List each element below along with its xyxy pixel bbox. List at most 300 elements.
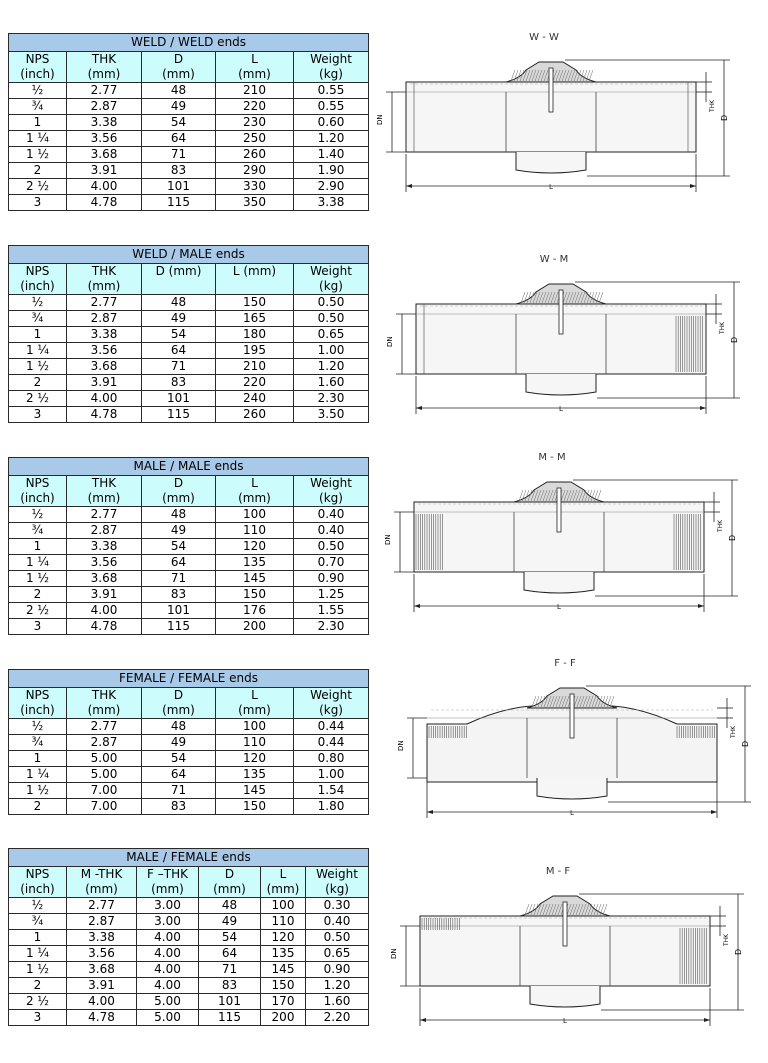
table-row — [9, 523, 369, 539]
fitting-drawing — [388, 866, 748, 1036]
table-cell: 1 — [9, 327, 67, 343]
l-label: L — [559, 405, 563, 413]
table-cell: 145 — [216, 571, 294, 587]
column-header: Weight (kg) — [294, 688, 369, 719]
table-row — [9, 946, 369, 962]
table-row — [9, 978, 369, 994]
table-cell: 1.20 — [294, 359, 369, 375]
table-cell: 3.91 — [67, 587, 142, 603]
table-title: FEMALE / FEMALE ends — [9, 670, 369, 688]
table-cell: 3.00 — [137, 914, 199, 930]
table-cell: 0.40 — [294, 523, 369, 539]
figure-ff — [395, 658, 755, 828]
table-cell: 1.80 — [294, 799, 369, 815]
table-cell: 0.30 — [306, 898, 369, 914]
table-cell: 135 — [216, 555, 294, 571]
table-row — [9, 295, 369, 311]
table-cell: 210 — [216, 83, 294, 99]
table-cell: 3.68 — [67, 571, 142, 587]
column-header: Weight (kg) — [306, 867, 369, 898]
column-header: F –THK (mm) — [137, 867, 199, 898]
figure-label: F - F — [554, 658, 576, 669]
table-row — [9, 115, 369, 131]
weld-weld-table — [8, 33, 369, 211]
column-header: L (mm) — [216, 52, 294, 83]
table-row — [9, 587, 369, 603]
table-cell: 64 — [142, 767, 216, 783]
table-cell: 3.68 — [67, 147, 142, 163]
table-cell: 3.91 — [67, 163, 142, 179]
figure-mf — [388, 866, 748, 1036]
table-cell: 120 — [261, 930, 306, 946]
table-title: WELD / MALE ends — [9, 246, 369, 264]
table-cell: 4.00 — [137, 946, 199, 962]
table-row — [9, 375, 369, 391]
table-cell: 350 — [216, 195, 294, 211]
column-header: Weight (kg) — [294, 264, 369, 295]
table-cell: ¾ — [9, 914, 67, 930]
table-cell: 101 — [142, 391, 216, 407]
table-cell: 3 — [9, 1010, 67, 1026]
table-cell: 101 — [142, 179, 216, 195]
table-cell: 200 — [216, 619, 294, 635]
table-cell: 3.00 — [137, 898, 199, 914]
table-title: MALE / FEMALE ends — [9, 849, 369, 867]
table-row — [9, 767, 369, 783]
table-cell: 4.00 — [137, 962, 199, 978]
table-cell: 3.91 — [67, 375, 142, 391]
table-cell: 54 — [142, 539, 216, 555]
table-cell: 100 — [261, 898, 306, 914]
table-cell: ½ — [9, 295, 67, 311]
column-header: L (mm) — [216, 688, 294, 719]
table-cell: 49 — [199, 914, 261, 930]
table-cell: 100 — [216, 719, 294, 735]
table-row — [9, 407, 369, 423]
valve-bulge — [537, 778, 607, 799]
fitting-drawing — [384, 254, 744, 424]
column-header: D (mm) — [142, 476, 216, 507]
table-cell: ½ — [9, 507, 67, 523]
table-cell: 100 — [216, 507, 294, 523]
l-label: L — [563, 1017, 567, 1025]
table-cell: 220 — [216, 99, 294, 115]
table-cell: 0.60 — [294, 115, 369, 131]
table-cell: 3.38 — [294, 195, 369, 211]
table-cell: ¾ — [9, 99, 67, 115]
table-cell: 83 — [142, 375, 216, 391]
dn-label: DN — [384, 534, 392, 545]
table-cell: 0.40 — [294, 507, 369, 523]
table-cell: 48 — [142, 719, 216, 735]
table-cell: 150 — [261, 978, 306, 994]
column-header: L (mm) — [261, 867, 306, 898]
table-cell: 54 — [142, 751, 216, 767]
table-cell: 3.38 — [67, 327, 142, 343]
table-cell: 49 — [142, 99, 216, 115]
table-cell: 101 — [199, 994, 261, 1010]
table-cell: 4.00 — [67, 391, 142, 407]
table-cell: 54 — [142, 327, 216, 343]
table-cell: 5.00 — [67, 751, 142, 767]
table-cell: 48 — [142, 83, 216, 99]
table-cell: 4.00 — [67, 179, 142, 195]
table-cell: 0.50 — [306, 930, 369, 946]
table-cell: 4.00 — [137, 978, 199, 994]
thk-label: THK — [730, 725, 737, 738]
table-cell: 0.70 — [294, 555, 369, 571]
table-row — [9, 311, 369, 327]
table-cell: 1 ¼ — [9, 131, 67, 147]
column-header: M -THK (mm) — [67, 867, 137, 898]
table-cell: 49 — [142, 523, 216, 539]
table-cell: 3.56 — [67, 555, 142, 571]
table-cell: 1.20 — [294, 131, 369, 147]
d-label: D — [734, 948, 743, 955]
table-cell: 4.00 — [67, 603, 142, 619]
fitting-drawing — [382, 452, 742, 622]
table-row — [9, 603, 369, 619]
stem — [557, 488, 561, 532]
table-cell: 2 — [9, 978, 67, 994]
figure-label: M - M — [538, 452, 566, 463]
l-label: L — [549, 183, 553, 191]
table-cell: 1.40 — [294, 147, 369, 163]
column-header: L (mm) — [216, 264, 294, 295]
table-cell: 0.65 — [306, 946, 369, 962]
table-cell: 2 ½ — [9, 391, 67, 407]
table-cell: 4.78 — [67, 619, 142, 635]
table-cell: 3.38 — [67, 539, 142, 555]
table-row — [9, 751, 369, 767]
figure-ww — [374, 32, 734, 202]
l-label: L — [570, 809, 574, 817]
table-row — [9, 507, 369, 523]
table-row — [9, 147, 369, 163]
table-cell: 2 — [9, 799, 67, 815]
column-header: NPS (inch) — [9, 476, 67, 507]
table-cell: 4.78 — [67, 195, 142, 211]
table-cell: 0.55 — [294, 83, 369, 99]
table-row — [9, 799, 369, 815]
table-cell: 2.87 — [67, 914, 137, 930]
table-cell: 0.50 — [294, 539, 369, 555]
table-row — [9, 131, 369, 147]
table-cell: 83 — [199, 978, 261, 994]
table-cell: 260 — [216, 147, 294, 163]
table-cell: 2.30 — [294, 619, 369, 635]
table-cell: 330 — [216, 179, 294, 195]
table-cell: 48 — [142, 507, 216, 523]
table-cell: 2.30 — [294, 391, 369, 407]
table-cell: 0.44 — [294, 719, 369, 735]
table-cell: 1.25 — [294, 587, 369, 603]
table-cell: 4.00 — [137, 930, 199, 946]
table-cell: 1 — [9, 751, 67, 767]
table-cell: 3.38 — [67, 115, 142, 131]
table-cell: 3.50 — [294, 407, 369, 423]
dn-label: DN — [376, 114, 384, 125]
l-label: L — [557, 603, 561, 611]
figure-wm — [384, 254, 744, 424]
table-cell: 115 — [142, 619, 216, 635]
table-cell: 250 — [216, 131, 294, 147]
table-cell: 71 — [199, 962, 261, 978]
table-cell: 2.77 — [67, 898, 137, 914]
table-cell: 1.60 — [306, 994, 369, 1010]
thk-label: THK — [709, 99, 716, 112]
table-cell: 2.87 — [67, 523, 142, 539]
d-label: D — [720, 114, 729, 121]
table-cell: 64 — [142, 131, 216, 147]
table-row — [9, 327, 369, 343]
table-cell: 2.77 — [67, 295, 142, 311]
table-cell: 145 — [216, 783, 294, 799]
table-cell: 2.87 — [67, 311, 142, 327]
table-cell: 0.40 — [306, 914, 369, 930]
table-row — [9, 719, 369, 735]
column-header: D (mm) — [142, 264, 216, 295]
column-header: Weight (kg) — [294, 476, 369, 507]
d-label: D — [730, 336, 739, 343]
table-cell: 1 — [9, 930, 67, 946]
column-header: THK (mm) — [67, 52, 142, 83]
table-cell: 3.68 — [67, 962, 137, 978]
table-cell: 1 ¼ — [9, 343, 67, 359]
table-title: WELD / WELD ends — [9, 34, 369, 52]
table-cell: 3.38 — [67, 930, 137, 946]
stem — [563, 902, 567, 946]
table-cell: 2 — [9, 375, 67, 391]
column-header: L (mm) — [216, 476, 294, 507]
table-cell: 5.00 — [137, 994, 199, 1010]
table-cell: 4.78 — [67, 407, 142, 423]
table-cell: ½ — [9, 719, 67, 735]
table-cell: 5.00 — [67, 767, 142, 783]
stem — [549, 68, 553, 112]
table-cell: 2.90 — [294, 179, 369, 195]
table-cell: 1.90 — [294, 163, 369, 179]
table-cell: 120 — [216, 751, 294, 767]
table-cell: 0.90 — [306, 962, 369, 978]
table-cell: 48 — [199, 898, 261, 914]
table-cell: 1 ½ — [9, 147, 67, 163]
table-cell: 115 — [142, 407, 216, 423]
figure-label: M - F — [545, 866, 571, 877]
figure-label: W - W — [529, 32, 559, 43]
column-header: THK (mm) — [67, 476, 142, 507]
table-cell: 2.87 — [67, 99, 142, 115]
thk-label: THK — [717, 519, 724, 532]
table-title: MALE / MALE ends — [9, 458, 369, 476]
table-cell: 4.78 — [67, 1010, 137, 1026]
table-cell: 64 — [142, 343, 216, 359]
table-row — [9, 99, 369, 115]
table-cell: 0.50 — [294, 311, 369, 327]
column-header: THK (mm) — [67, 264, 142, 295]
table-row — [9, 962, 369, 978]
table-cell: 3 — [9, 195, 67, 211]
table-cell: 1.60 — [294, 375, 369, 391]
column-header: NPS (inch) — [9, 867, 67, 898]
table-cell: 71 — [142, 783, 216, 799]
table-cell: ¾ — [9, 523, 67, 539]
table-cell: 2.77 — [67, 507, 142, 523]
table-cell: 1.55 — [294, 603, 369, 619]
table-cell: 1 ½ — [9, 783, 67, 799]
table-cell: 150 — [216, 295, 294, 311]
male-female-table — [8, 848, 369, 1026]
table-cell: 0.55 — [294, 99, 369, 115]
valve-bulge — [524, 572, 594, 593]
table-row — [9, 1010, 369, 1026]
table-cell: 1 — [9, 539, 67, 555]
table-cell: ½ — [9, 898, 67, 914]
table-cell: 101 — [142, 603, 216, 619]
table-cell: 83 — [142, 163, 216, 179]
table-cell: 1.54 — [294, 783, 369, 799]
table-cell: 48 — [142, 295, 216, 311]
table-cell: 145 — [261, 962, 306, 978]
table-cell: 2 — [9, 587, 67, 603]
table-cell: 220 — [216, 375, 294, 391]
table-cell: 3.91 — [67, 978, 137, 994]
figure-mm — [382, 452, 742, 622]
table-cell: 1.20 — [306, 978, 369, 994]
table-cell: 1 ¼ — [9, 946, 67, 962]
table-cell: 3.68 — [67, 359, 142, 375]
table-row — [9, 195, 369, 211]
table-cell: ½ — [9, 83, 67, 99]
table-cell: 1.00 — [294, 767, 369, 783]
table-cell: 2.77 — [67, 719, 142, 735]
table-cell: 0.80 — [294, 751, 369, 767]
table-cell: 170 — [261, 994, 306, 1010]
table-cell: 54 — [199, 930, 261, 946]
table-cell: 2.20 — [306, 1010, 369, 1026]
table-cell: 260 — [216, 407, 294, 423]
table-cell: 135 — [216, 767, 294, 783]
table-cell: 4.00 — [67, 994, 137, 1010]
table-row — [9, 914, 369, 930]
stem — [570, 694, 574, 738]
table-row — [9, 343, 369, 359]
table-row — [9, 571, 369, 587]
table-cell: 3.56 — [67, 946, 137, 962]
table-cell: 0.50 — [294, 295, 369, 311]
table-cell: 165 — [216, 311, 294, 327]
table-cell: 0.44 — [294, 735, 369, 751]
table-cell: 176 — [216, 603, 294, 619]
table-cell: 110 — [261, 914, 306, 930]
table-cell: 2 ½ — [9, 603, 67, 619]
table-cell: 3 — [9, 407, 67, 423]
table-cell: 1 ¼ — [9, 555, 67, 571]
table-cell: 240 — [216, 391, 294, 407]
valve-bulge — [516, 152, 586, 173]
column-header: THK (mm) — [67, 688, 142, 719]
column-header: D (mm) — [199, 867, 261, 898]
table-cell: 2 — [9, 163, 67, 179]
table-cell: 1 ¼ — [9, 767, 67, 783]
table-cell: 83 — [142, 587, 216, 603]
column-header: D (mm) — [142, 688, 216, 719]
table-cell: 115 — [199, 1010, 261, 1026]
table-cell: 200 — [261, 1010, 306, 1026]
thk-label: THK — [719, 321, 726, 334]
table-cell: 49 — [142, 311, 216, 327]
table-row — [9, 735, 369, 751]
table-row — [9, 163, 369, 179]
table-cell: 3.56 — [67, 343, 142, 359]
table-cell: ¾ — [9, 311, 67, 327]
table-cell: 2.77 — [67, 83, 142, 99]
table-cell: 54 — [142, 115, 216, 131]
table-cell: 150 — [216, 587, 294, 603]
table-cell: 49 — [142, 735, 216, 751]
fitting-drawing — [374, 32, 734, 202]
female-female-table — [8, 669, 369, 815]
table-cell: 0.90 — [294, 571, 369, 587]
table-cell: 290 — [216, 163, 294, 179]
dn-label: DN — [390, 948, 398, 959]
table-cell: 1 ½ — [9, 571, 67, 587]
dn-label: DN — [397, 740, 405, 751]
table-cell: 5.00 — [137, 1010, 199, 1026]
table-row — [9, 555, 369, 571]
valve-bulge — [526, 374, 596, 395]
table-cell: 180 — [216, 327, 294, 343]
table-cell: 110 — [216, 523, 294, 539]
d-label: D — [741, 740, 750, 747]
valve-bulge — [530, 986, 600, 1007]
table-cell: 115 — [142, 195, 216, 211]
table-cell: 150 — [216, 799, 294, 815]
thk-label: THK — [723, 933, 730, 946]
figure-label: W - M — [539, 254, 569, 265]
table-cell: 7.00 — [67, 799, 142, 815]
table-row — [9, 83, 369, 99]
table-row — [9, 783, 369, 799]
table-cell: 3 — [9, 619, 67, 635]
table-row — [9, 898, 369, 914]
d-label: D — [728, 534, 737, 541]
table-cell: 1 ½ — [9, 359, 67, 375]
dn-label: DN — [386, 336, 394, 347]
table-row — [9, 391, 369, 407]
column-header: D (mm) — [142, 52, 216, 83]
table-cell: 135 — [261, 946, 306, 962]
table-cell: 110 — [216, 735, 294, 751]
table-row — [9, 359, 369, 375]
table-cell: 71 — [142, 571, 216, 587]
table-cell: 2.87 — [67, 735, 142, 751]
table-cell: 230 — [216, 115, 294, 131]
table-cell: 195 — [216, 343, 294, 359]
table-cell: 2 ½ — [9, 994, 67, 1010]
stem — [559, 290, 563, 334]
table-cell: 0.65 — [294, 327, 369, 343]
table-cell: 64 — [142, 555, 216, 571]
table-row — [9, 539, 369, 555]
table-cell: 64 — [199, 946, 261, 962]
table-cell: 210 — [216, 359, 294, 375]
table-cell: 71 — [142, 147, 216, 163]
table-cell: ¾ — [9, 735, 67, 751]
table-cell: 71 — [142, 359, 216, 375]
column-header: Weight (kg) — [294, 52, 369, 83]
table-cell: 83 — [142, 799, 216, 815]
